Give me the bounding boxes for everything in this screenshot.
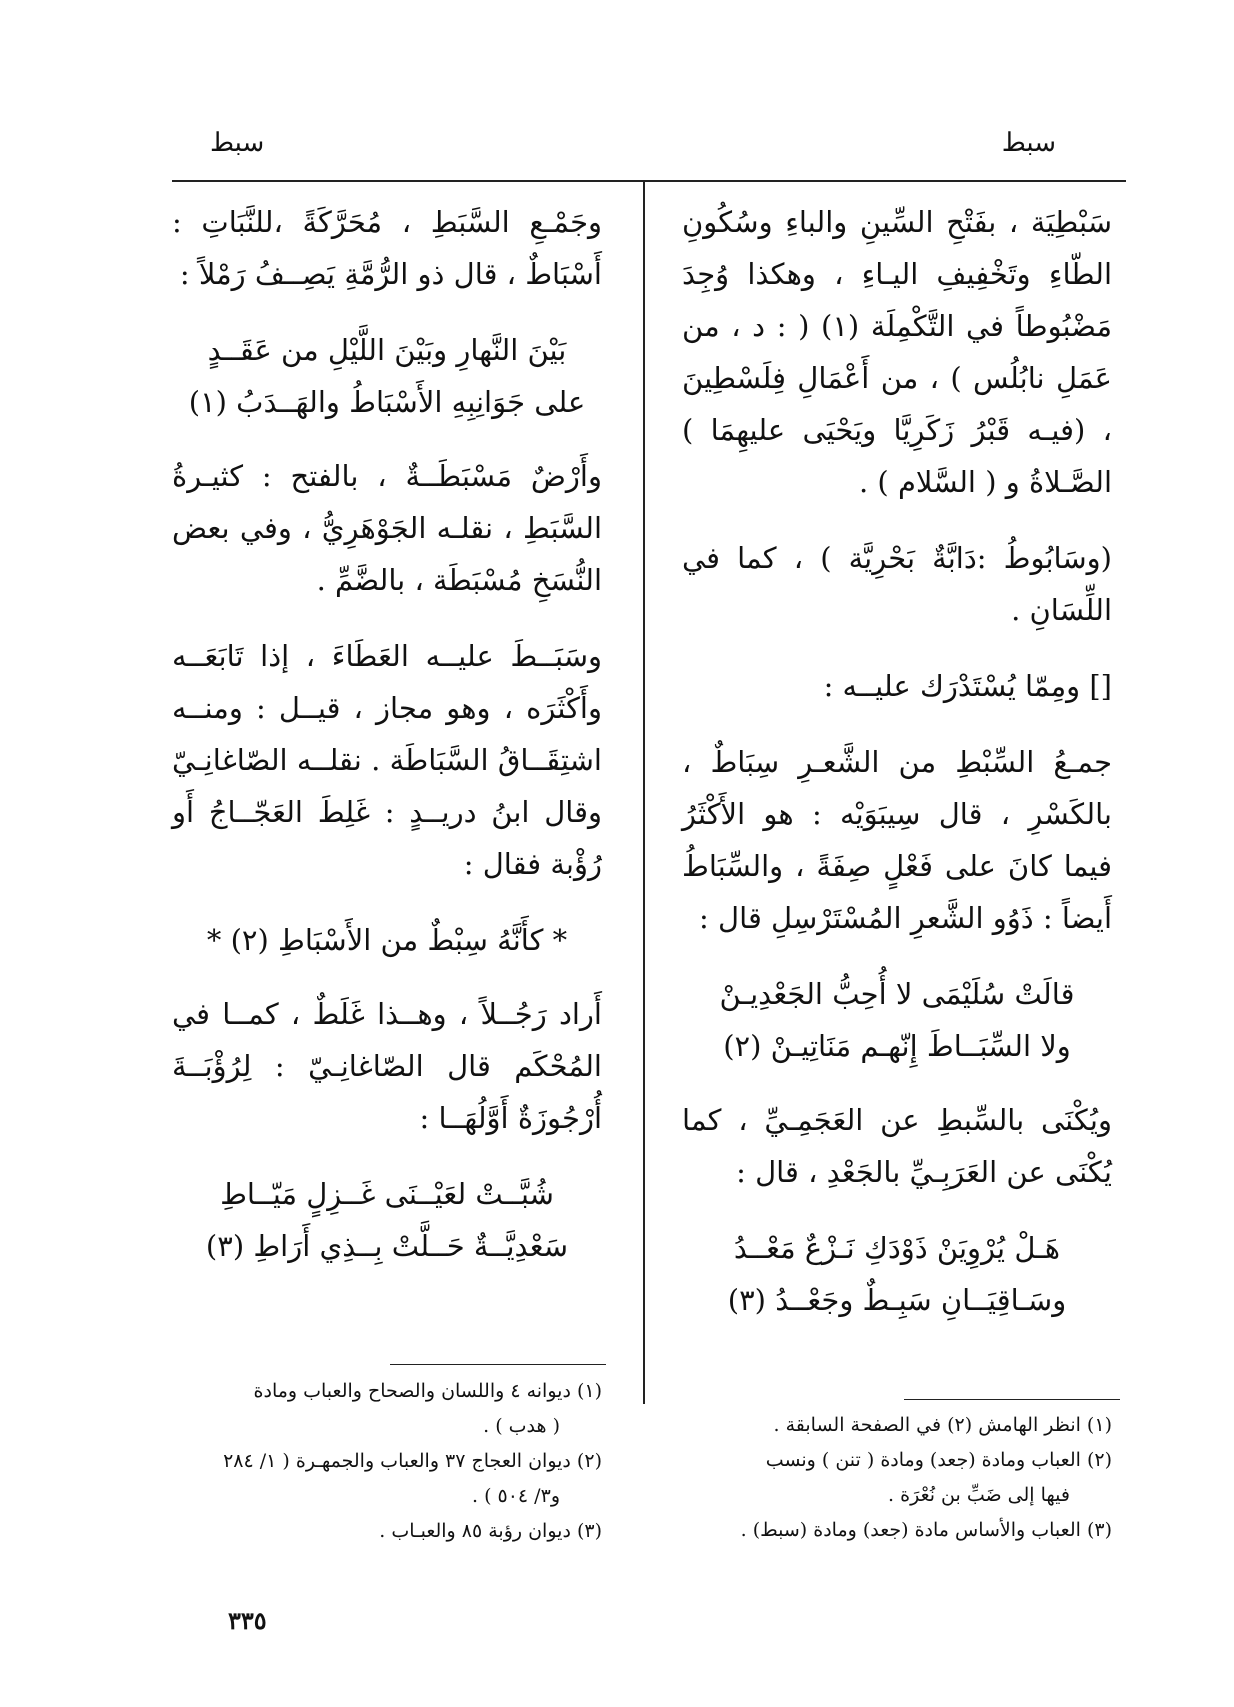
verse-line: قالَتْ سُلَيْمَى لا أُحِبُّ الجَعْدِيـنْ <box>719 977 1075 1011</box>
left-column <box>172 196 602 1294</box>
footnote: و٣/ ٥٠٤ ) . <box>471 1485 560 1507</box>
footnote: (٣) ديوان رؤبة ٨٥ والعبـاب . <box>379 1520 602 1542</box>
verse-line: على جَوَانِبِهِ الأَسْبَاطُ والهَــدَبُ (١) <box>188 385 586 419</box>
verse-line: شُبَّــتْ لعَيْــنَى غَــزِلٍ مَيّــاطِ <box>220 1177 554 1211</box>
verse-line: سَعْدِيَّــةٌ حَــلَّتْ بِــذِي أَرَاطِ (٣) <box>205 1229 569 1263</box>
paragraph: سَبْطِيَة ، بفَتْحِ السِّينِ والباءِ وسُكُونِ الطّاءِ وتَخْفِيفِ اليـاءِ ، وهكذا وُجِدَ مَضْبُوطاً في التَّكْمِلَة (١) ( : د ، من عَمَلِ نابُلُس ) ، من أَعْمَالِ فِلَسْطِينَ ، (فيـه قَبْرُ زَكَرِيَّا ويَحْيَى عليهِمَا ) الصَّـلاةُ و ( السَّلام ) . <box>682 205 1112 499</box>
running-head-right: سبط <box>1001 128 1056 158</box>
paragraph: ويُكْنَى بالسِّبطِ عن العَجَمِـيِّ ، كما يُكْنَى عن العَرَبِـيِّ بالجَعْدِ ، قال : <box>682 1103 1112 1189</box>
verse <box>682 1222 1112 1326</box>
header-rule <box>172 180 1126 182</box>
footnote: (٢) ديوان العجاج ٣٧ والعباب والجمهـرة ( ١/ ٢٨٤ <box>223 1450 602 1472</box>
verse <box>682 968 1112 1072</box>
footnote: فيها إلى ضَبِّ بن نُعْرَة . <box>888 1484 1070 1506</box>
column-divider <box>643 182 645 1404</box>
footnotes-right <box>682 1408 1112 1548</box>
verse <box>172 324 602 428</box>
paragraph: وجَمْـعِ السَّبَطِ ، مُحَرَّكَةً ،للنَّبَاتِ : أَسْبَاطٌ ، قال ذو الرُّمَّةِ يَصِــفُ رَمْلاً : <box>172 205 602 291</box>
footnote: ( هدب ) . <box>483 1415 560 1437</box>
paragraph: أَراد رَجُــلاً ، وهــذا غَلَطٌ ، كمــا في المُحْكَم قال الصّاغانِـيّ : لِرُؤْبَــةَ أُرْجُوزَةٌ أَوَّلُهَــا : <box>172 997 602 1135</box>
paragraph: جمـعُ السِّبْطِ من الشَّعـرِ سِبَاطٌ ، بالكَسْرِ ، قال سِيبَوَيْه : هو الأَكْثَرُ فيما كانَ على فَعْلٍ صِفَةً ، والسِّبَاطُ أَيضاً : ذَوُو الشَّعرِ المُسْتَرْسِلِ قال : <box>682 745 1112 935</box>
paragraph: (وسَابُوطُ :دَابَّةٌ بَحْرِيَّة ) ، كما في اللِّسَانِ . <box>682 541 1112 627</box>
verse-line: ولا السِّبَــاطَ إِنّهـم مَنَاتِيـنْ (٢) <box>723 1029 1071 1063</box>
verse <box>172 914 602 966</box>
running-head-left: سبط <box>210 128 265 158</box>
verse-line: بَيْنَ النَّهارِ وبَيْنَ اللَّيْلِ من عَقَــدٍ <box>207 333 567 367</box>
verse-line: هَـلْ يُرْوِيَنْ ذَوْدَكِ نَـزْعٌ مَعْــدُ <box>733 1231 1061 1265</box>
footnotes-left <box>172 1374 602 1549</box>
paragraph: وسَبَــطَ عليــه العَطَاءَ ، إذا تَابَعَــه وأَكْثَرَه ، وهو مجاز ، قيــل : ومنــه اشتِقَــاقُ السَّبَاطَة . نقلــه الصّاغانِـيّ وقال ابنُ دريــدٍ : غَلِطَ العَجّــاجُ أَو رُؤْبة فقال : <box>172 639 602 881</box>
footnote: (١) ديوانه ٤ واللسان والصحاح والعباب ومادة <box>253 1380 602 1402</box>
right-column <box>682 196 1112 1348</box>
paragraph: [] ومِمّا يُسْتَدْرَك عليــه : <box>823 669 1112 703</box>
verse-line: * كأَنَّهُ سِبْطٌ من الأَسْبَاطِ (٢) * <box>206 923 568 957</box>
page-number: ٣٣٥ <box>228 1606 267 1635</box>
verse-line: وسَـاقِيَــانِ سَبِـطٌ وجَعْــدُ (٣) <box>727 1283 1067 1317</box>
footnote-rule <box>390 1364 606 1365</box>
footnote: (٣) العباب والأساس مادة (جعد) ومادة (سبط) . <box>740 1519 1112 1541</box>
paragraph: وأَرْضٌ مَسْبَطَــةٌ ، بالفتح : كثيـرةُ السَّبَطِ ، نقلـه الجَوْهَرِيُّ ، وفي بعض النُّسَخِ مُسْبَطَة ، بالضَّمِّ . <box>172 459 602 597</box>
verse <box>172 1168 602 1272</box>
footnote: (١) انظر الهامش (٢) في الصفحة السابقة . <box>773 1414 1112 1436</box>
footnote-rule <box>904 1399 1120 1400</box>
footnote: (٢) العباب ومادة (جعد) ومادة ( تنن ) ونسب <box>765 1449 1112 1471</box>
